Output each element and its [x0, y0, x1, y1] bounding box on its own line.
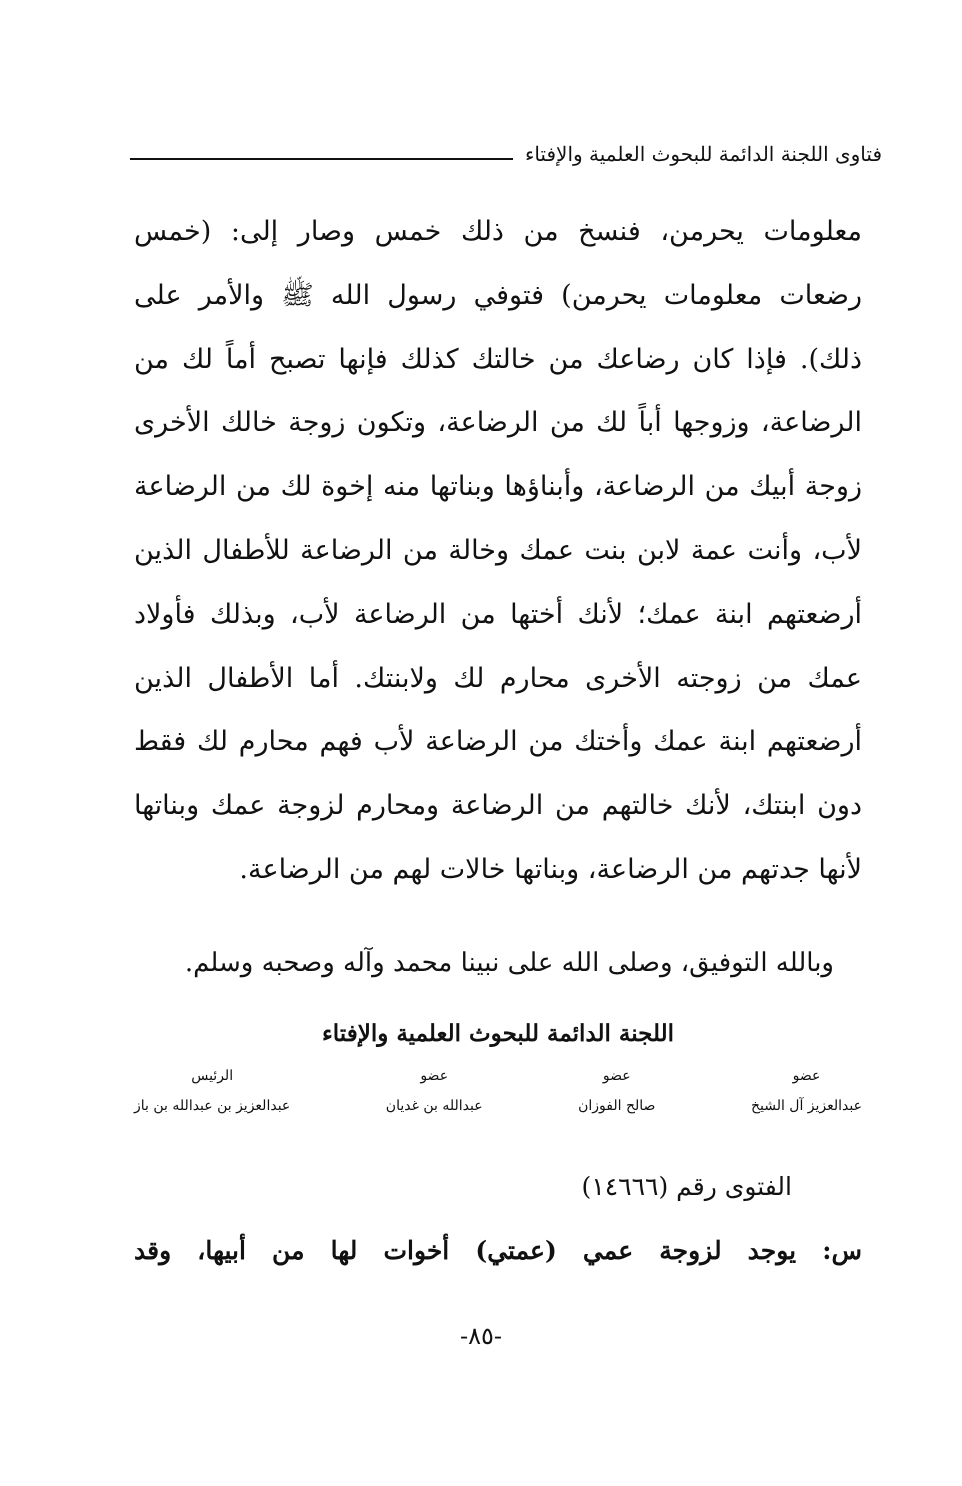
- signature-role: الرئيس: [191, 1068, 234, 1084]
- fatwa-number: الفتوى رقم (١٤٦٦٦): [581, 1172, 792, 1201]
- header-title: فتاوى اللجنة الدائمة للبحوث العلمية والإفتاء: [524, 142, 882, 166]
- body-text: [134, 200, 862, 902]
- signature-member-1: [751, 1068, 862, 1114]
- page-number: -٨٥-: [460, 1322, 502, 1350]
- signature-name: عبدالعزيز آل الشيخ: [750, 1098, 862, 1114]
- signature-role: عضو: [602, 1068, 631, 1084]
- signature-name: عبدالله بن غديان: [385, 1098, 483, 1114]
- signature-name: صالح الفوزان: [578, 1098, 656, 1114]
- signature-role: عضو: [792, 1068, 821, 1084]
- signature-role: عضو: [420, 1068, 449, 1084]
- committee-name: اللجنة الدائمة للبحوث العلمية والإفتاء: [321, 1020, 675, 1047]
- signature-block: [134, 1068, 862, 1114]
- header-rule: [130, 158, 513, 160]
- signature-president: [134, 1068, 290, 1114]
- signature-name: عبدالعزيز بن عبدالله بن باز: [134, 1098, 291, 1114]
- signature-member-2: [578, 1068, 655, 1114]
- signature-member-3: [386, 1068, 483, 1114]
- body-paragraph: معلومات يحرمن، فنسخ من ذلك خمس وصار إلى: (خمس رضعات معلومات يحرمن) فتوفي رسول الله ﷺ والأمر على ذلك). فإذا كان رضاعك من خالتك كذلك فإنها تصبح أماً لك من الرضاعة، وزوجها أباً لك من الرضاعة، وتكون زوجة خالك الأخرى زوجة أبيك من الرضاعة، وأبناؤها وبناتها منه إخوة لك من الرضاعة لأب، وأنت عمة لابن بنت عمك وخالة من الرضاعة للأطفال الذين أرضعتهم ابنة عمك؛ لأنك أختها من الرضاعة لأب، وبذلك فأولاد عمك من زوجته الأخرى محارم لك ولابنتك. أما الأطفال الذين أرضعتهم ابنة عمك وأختك من الرضاعة لأب فهم محارم لك فقط دون ابنتك، لأنك خالتهم من الرضاعة ومحارم لزوجة عمك وبناتها لأنها جدتهم من الرضاعة، وبناتها خالات لهم من الرضاعة.: [134, 216, 862, 885]
- running-header: [130, 134, 882, 174]
- closing-line: وبالله التوفيق، وصلى الله على نبينا محمد وآله وصحبه وسلم.: [184, 948, 834, 978]
- question-text: س: يوجد لزوجة عمي (عمتي) أخوات لها من أبيها، وقد: [134, 1236, 862, 1265]
